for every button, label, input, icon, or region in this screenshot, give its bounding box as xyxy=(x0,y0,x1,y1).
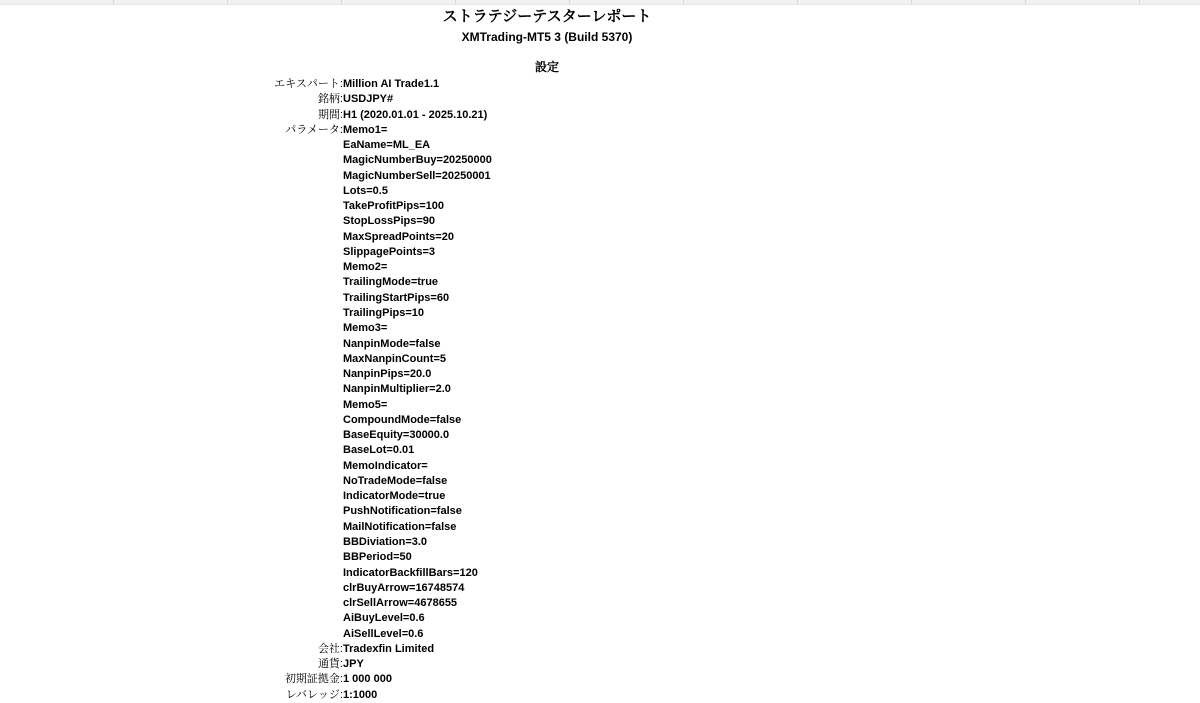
report-server-build: XMTrading-MT5 3 (Build 5370) xyxy=(461,30,633,44)
settings-row xyxy=(0,672,1094,687)
settings-table-body xyxy=(0,77,1094,703)
setting-value: TrailingMode=true xyxy=(343,276,439,289)
settings-row xyxy=(0,489,1094,504)
settings-row xyxy=(0,581,1094,596)
setting-label xyxy=(0,550,343,565)
setting-label: レバレッジ: xyxy=(285,688,343,701)
setting-value: CompoundMode=false xyxy=(343,413,462,426)
setting-label xyxy=(0,443,343,458)
settings-row xyxy=(0,337,1094,352)
setting-value: Million AI Trade1.1 xyxy=(343,78,440,90)
settings-row xyxy=(0,642,1094,657)
setting-label xyxy=(0,275,343,290)
setting-label: パラメータ: xyxy=(285,123,343,136)
settings-row xyxy=(0,566,1094,581)
setting-label xyxy=(0,352,343,367)
setting-value: Memo3= xyxy=(343,322,388,335)
settings-row xyxy=(0,611,1094,626)
setting-label xyxy=(0,382,343,397)
setting-value: AiSellLevel=0.6 xyxy=(343,627,424,640)
settings-row xyxy=(0,504,1094,519)
setting-label xyxy=(0,230,343,245)
setting-label xyxy=(0,413,343,428)
setting-label xyxy=(0,306,343,321)
setting-value: Tradexfin Limited xyxy=(343,642,435,655)
settings-row xyxy=(0,153,1094,168)
settings-row xyxy=(0,108,1094,123)
setting-label xyxy=(0,169,343,184)
settings-table xyxy=(0,77,1094,703)
setting-label xyxy=(0,291,343,306)
settings-row xyxy=(0,474,1094,489)
setting-value: MemoIndicator= xyxy=(343,459,428,472)
setting-value: BBDiviation=3.0 xyxy=(343,535,428,548)
settings-row xyxy=(0,459,1094,474)
settings-row xyxy=(0,306,1094,321)
setting-value: 1:1000 xyxy=(343,688,378,701)
setting-value: NanpinMode=false xyxy=(343,337,441,350)
setting-label xyxy=(0,474,343,489)
setting-label xyxy=(0,321,343,336)
setting-label xyxy=(0,581,343,596)
setting-label xyxy=(0,627,343,642)
setting-label xyxy=(0,566,343,581)
setting-value: Lots=0.5 xyxy=(343,184,388,197)
setting-value: MaxNanpinCount=5 xyxy=(343,352,446,365)
setting-value: JPY xyxy=(343,658,364,671)
setting-label: 銘柄: xyxy=(317,93,343,106)
settings-row xyxy=(0,382,1094,397)
setting-label xyxy=(0,535,343,550)
setting-label: 会社: xyxy=(317,642,343,655)
setting-label xyxy=(0,367,343,382)
settings-row xyxy=(0,443,1094,458)
setting-value: StopLossPips=90 xyxy=(343,215,436,228)
setting-label xyxy=(0,260,343,275)
settings-row xyxy=(0,230,1094,245)
settings-row xyxy=(0,245,1094,260)
setting-value: BBPeriod=50 xyxy=(343,551,412,564)
setting-value: TakeProfitPips=100 xyxy=(343,200,444,213)
setting-value: TrailingStartPips=60 xyxy=(343,291,450,304)
setting-value: MailNotification=false xyxy=(343,520,457,533)
setting-value: TrailingPips=10 xyxy=(343,306,425,319)
settings-row xyxy=(0,398,1094,413)
setting-value: Memo1= xyxy=(343,123,388,136)
settings-row xyxy=(0,520,1094,535)
settings-row xyxy=(0,169,1094,184)
setting-label: 期間: xyxy=(317,108,343,121)
settings-row xyxy=(0,688,1094,703)
setting-label: 通貨: xyxy=(317,658,343,671)
settings-section-header: 設定 xyxy=(534,60,559,74)
setting-value: EaName=ML_EA xyxy=(343,139,431,152)
setting-value: 1 000 000 xyxy=(343,673,392,686)
setting-value: clrBuyArrow=16748574 xyxy=(343,581,465,594)
settings-row xyxy=(0,657,1094,672)
setting-label xyxy=(0,199,343,214)
settings-row xyxy=(0,275,1094,290)
setting-label xyxy=(0,138,343,153)
setting-value: MaxSpreadPoints=20 xyxy=(343,230,454,243)
settings-row xyxy=(0,138,1094,153)
setting-value: SlippagePoints=3 xyxy=(343,245,435,258)
settings-row xyxy=(0,367,1094,382)
setting-value: IndicatorMode=true xyxy=(343,490,446,503)
setting-value: MagicNumberSell=20250001 xyxy=(343,169,491,182)
settings-row xyxy=(0,291,1094,306)
setting-label xyxy=(0,459,343,474)
setting-label xyxy=(0,398,343,413)
settings-row xyxy=(0,535,1094,550)
settings-row xyxy=(0,550,1094,565)
settings-row xyxy=(0,77,1094,92)
setting-value: BaseEquity=30000.0 xyxy=(343,429,450,442)
setting-label xyxy=(0,596,343,611)
settings-row xyxy=(0,321,1094,336)
setting-label xyxy=(0,184,343,199)
settings-row xyxy=(0,184,1094,199)
setting-value: USDJPY# xyxy=(343,93,394,106)
setting-value: AiBuyLevel=0.6 xyxy=(343,612,425,625)
settings-row xyxy=(0,260,1094,275)
setting-label xyxy=(0,489,343,504)
strategy-tester-report xyxy=(0,9,1094,703)
settings-row xyxy=(0,199,1094,214)
setting-label xyxy=(0,504,343,519)
setting-value: NanpinPips=20.0 xyxy=(343,368,432,381)
settings-row xyxy=(0,627,1094,642)
settings-row xyxy=(0,214,1094,229)
setting-value: BaseLot=0.01 xyxy=(343,444,415,457)
setting-value: NoTradeMode=false xyxy=(343,474,448,487)
settings-row xyxy=(0,428,1094,443)
setting-value: NanpinMultiplier=2.0 xyxy=(343,383,451,396)
setting-value: Memo5= xyxy=(343,398,388,411)
settings-row xyxy=(0,123,1094,138)
setting-label xyxy=(0,214,343,229)
setting-label: エキスパート: xyxy=(274,78,343,90)
setting-value: PushNotification=false xyxy=(343,505,462,518)
settings-row xyxy=(0,596,1094,611)
report-title: ストラテジーテスターレポート xyxy=(442,8,652,25)
setting-label xyxy=(0,520,343,535)
setting-value: clrSellArrow=4678655 xyxy=(343,597,458,610)
setting-label xyxy=(0,153,343,168)
setting-label xyxy=(0,428,343,443)
setting-value: IndicatorBackfillBars=120 xyxy=(343,566,478,579)
setting-label xyxy=(0,245,343,260)
settings-row xyxy=(0,352,1094,367)
settings-row xyxy=(0,92,1094,107)
setting-value: H1 (2020.01.01 - 2025.10.21) xyxy=(343,108,488,121)
settings-row xyxy=(0,413,1094,428)
window-top-strip xyxy=(0,0,1200,5)
setting-value: MagicNumberBuy=20250000 xyxy=(343,154,492,167)
setting-value: Memo2= xyxy=(343,261,388,274)
setting-label xyxy=(0,611,343,626)
setting-label: 初期証拠金: xyxy=(284,673,343,686)
setting-label xyxy=(0,337,343,352)
